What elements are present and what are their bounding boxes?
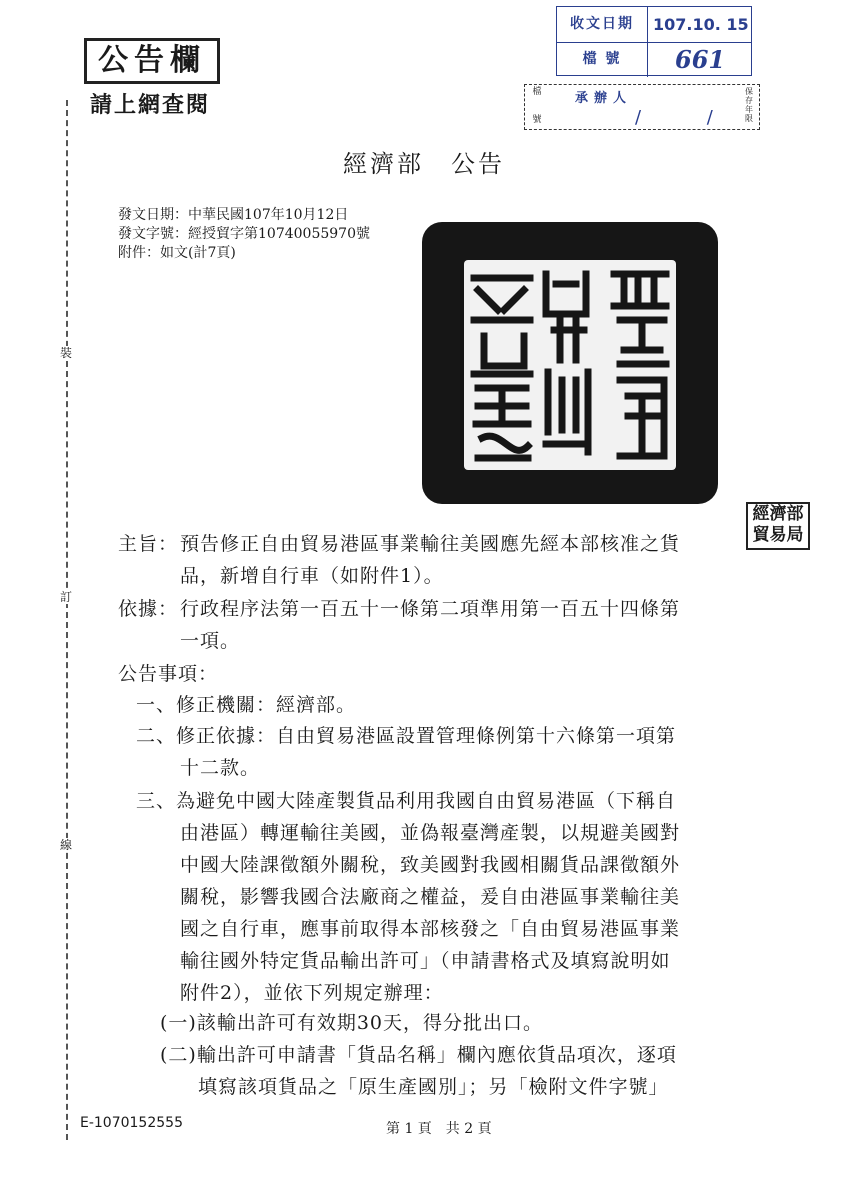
- receipt-date: 107.10. 15: [653, 15, 749, 34]
- subject-line: 預告修正自由貿易港區事業輸往美國應先經本部核准之貨: [180, 533, 681, 555]
- issue-reference: 發文字號：經授貿字第10740055970號: [118, 226, 370, 242]
- archive-label-top: 檔: [532, 87, 542, 97]
- receipt-stamp: [556, 6, 752, 76]
- receipt-date-label: 收文日期: [557, 7, 648, 42]
- item-3-line: 國之自行車，應事前取得本部核發之「自由貿易港區事業: [180, 918, 681, 940]
- handler-label: 承辦人: [575, 91, 633, 106]
- basis-line: 行政程序法第一百五十一條第二項準用第一百五十四條第: [180, 598, 681, 620]
- basis-label: 依據：: [118, 598, 179, 620]
- sub-item-2-line: 填寫該項貨品之「原生產國別」；另「檢附文件字號」: [198, 1076, 669, 1098]
- document-code: E-1070152555: [80, 1115, 183, 1131]
- binding-line: [66, 100, 68, 1140]
- department-stamp: [746, 502, 810, 550]
- binding-mark: 訂: [59, 590, 72, 604]
- basis-line: 一項。: [180, 630, 241, 652]
- matters-label: 公告事項：: [118, 663, 219, 685]
- binding-mark: 線: [59, 838, 72, 852]
- item-2-line: 十二款。: [180, 757, 261, 779]
- subject-label: 主旨：: [118, 533, 179, 555]
- archive-slashes: / /: [635, 107, 743, 128]
- item-3-line: 附件2），並依下列規定辦理：: [180, 982, 444, 1004]
- seal-face: [464, 260, 676, 470]
- archive-label-bottom: 號: [532, 115, 542, 125]
- file-number-label: 檔 號: [557, 42, 648, 77]
- official-seal: [422, 222, 718, 504]
- archive-box: [524, 84, 760, 130]
- department-stamp-line: 貿易局: [752, 525, 804, 545]
- binding-mark: 裝: [59, 346, 72, 360]
- department-stamp-line: 經濟部: [752, 504, 804, 524]
- item-3-line: 三、為避免中國大陸產製貨品利用我國自由貿易港區（下稱自: [136, 790, 677, 812]
- issue-date: 發文日期：中華民國107年10月12日: [118, 207, 349, 223]
- item-3-line: 輸往國外特定貨品輸出許可」（申請書格式及填寫說明如: [180, 950, 671, 972]
- seal-glyphs: [464, 260, 676, 470]
- file-number: 661: [675, 45, 726, 74]
- notice-title: 經濟部 公告: [343, 150, 505, 178]
- notice-board-stamp: 公告欄: [84, 38, 220, 84]
- item-3-line: 由港區）轉運輸往美國，並偽報臺灣產製，以規避美國對: [180, 822, 681, 844]
- sub-item-1: (一)該輸出許可有效期30天，得分批出口。: [160, 1012, 544, 1034]
- online-note: 請上網查閱: [90, 93, 211, 118]
- subject-line: 品，新增自行車（如附件1）。: [180, 565, 444, 587]
- sub-item-2-line: (二)輸出許可申請書「貨品名稱」欄內應依貨品項次，逐項: [160, 1044, 677, 1066]
- retention-label: 保存年限: [745, 87, 753, 123]
- item-3-line: 中國大陸課徵額外關稅，致美國對我國相關貨品課徵額外: [180, 854, 681, 876]
- item-2-line: 二、修正依據：自由貿易港區設置管理條例第十六條第一項第: [136, 725, 677, 747]
- attachment-note: 附件：如文(計7頁): [118, 245, 236, 261]
- page-number: 第 1 頁 共 2 頁: [386, 1121, 492, 1137]
- item-1: 一、修正機關：經濟部。: [136, 694, 357, 716]
- item-3-line: 關稅，影響我國合法廠商之權益，爰自由港區事業輸往美: [180, 886, 681, 908]
